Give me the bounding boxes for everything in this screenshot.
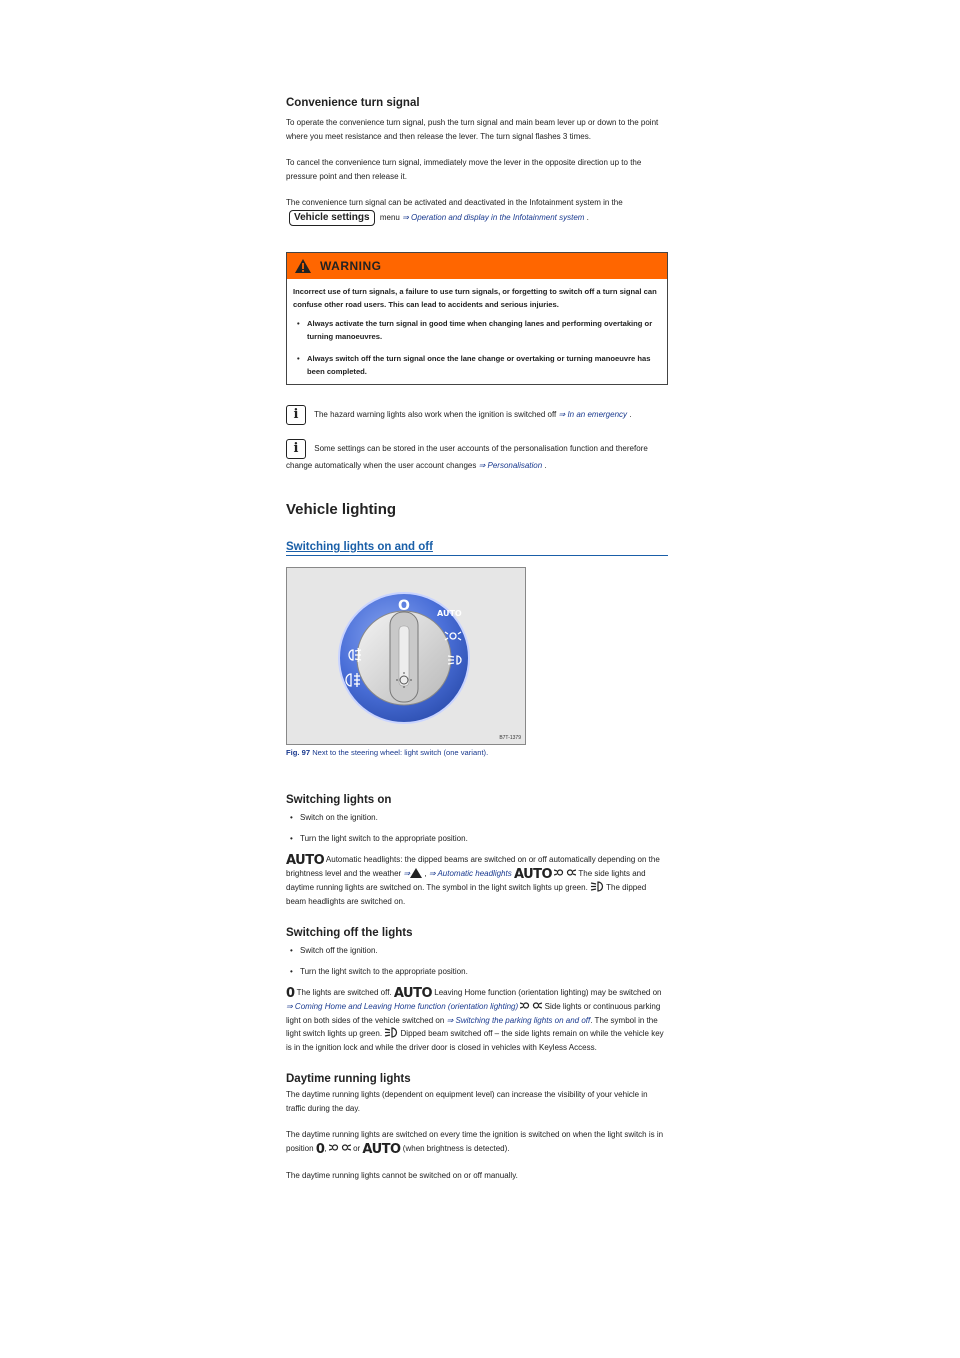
figure-code: B7T-1379 <box>499 735 521 741</box>
switching-on-heading: Switching lights on <box>286 794 392 806</box>
list-item: • Turn the light switch to the appropriate position. <box>286 965 668 978</box>
warning-triangle-icon <box>410 868 422 878</box>
turn-paragraph-1: To operate the convenience turn signal, push the turn signal and main beam lever up or down to the point where you meet resistance and then release the lever. The turn signal flashes 3 times. <box>286 118 659 141</box>
turn-paragraph-3: The convenience turn signal can be activated and deactivated in the Infotainment system in the Vehicle settings menu ⇒ Operation and display in the Infotainment system . <box>286 196 668 226</box>
personalisation-link[interactable]: ⇒ Personalisation <box>478 460 543 470</box>
switching-on-list <box>286 811 668 845</box>
auto-icon: AUTO <box>513 867 553 882</box>
off-icon: 0 <box>315 1141 325 1157</box>
warning-ref-link[interactable]: ⇒ <box>403 869 422 878</box>
figure-caption: Fig. 97 Next to the steering wheel: light switch (one variant). <box>286 748 489 757</box>
switching-off-heading: Switching off the lights <box>286 927 413 939</box>
emergency-link[interactable]: ⇒ In an emergency <box>558 409 628 419</box>
infotainment-link[interactable]: ⇒ Operation and display in the Infotainment system <box>402 212 585 222</box>
switching-lights-heading[interactable]: Switching lights on and off <box>286 540 668 556</box>
dipped-beam-icon <box>384 1027 398 1038</box>
warning-list <box>293 317 661 378</box>
dial-off-label: O <box>398 598 410 614</box>
drl-paragraph-2: The daytime running lights are switched on every time the ignition is switched on when the light switch is in position 0, or AUTO (when brightness is detected). <box>286 1130 664 1157</box>
light-switch-figure <box>286 567 526 745</box>
light-switch-image <box>287 568 525 744</box>
side-light-icon <box>329 1142 351 1153</box>
parking-lights-link[interactable]: ⇒ Switching the parking lights on and off <box>446 1015 591 1025</box>
vehicle-settings-button[interactable]: Vehicle settings <box>289 210 375 226</box>
dial-auto-label: AUTO <box>437 609 462 618</box>
off-icon: 0 <box>286 986 295 1001</box>
side-light-icon <box>520 1000 542 1011</box>
info-icon: i <box>286 405 306 425</box>
info-icon: i <box>286 439 306 459</box>
warning-triangle-icon <box>294 258 312 274</box>
auto-icon: AUTO <box>393 986 433 1001</box>
switching-on-text: AUTO Automatic headlights: the dipped beams are switched on or off automatically depending on the brightness level and the weather ⇒ , ⇒ Automatic headlights AUTO The side lights and daytime running lights are switched on. The symbol in the light switch lights up green. The dipped beam headlights are switched on. <box>286 853 660 906</box>
drl-paragraph-1: The daytime running lights (dependent on equipment level) can increase the visibility of your vehicle in traffic during the day. <box>286 1090 648 1113</box>
warning-box <box>286 252 668 385</box>
automatic-headlights-link[interactable]: ⇒ Automatic headlights <box>428 869 512 878</box>
warning-header <box>287 253 667 279</box>
warning-title: WARNING <box>320 258 382 273</box>
auto-icon: AUTO <box>362 1141 401 1157</box>
list-item: • Switch off the ignition. <box>286 944 668 957</box>
info-note-2: i Some settings can be stored in the user accounts of the personalisation function and therefore change automatically when the user account changes ⇒ Personalisation . <box>286 440 648 470</box>
auto-icon: AUTO <box>286 853 325 868</box>
warning-item: • Always activate the turn signal in good time when changing lanes and performing overtaking or turning manoeuvres. <box>293 317 661 343</box>
warning-text: Incorrect use of turn signals, a failure to use turn signals, or forgetting to switch off a turn signal can confuse other road users. This can lead to accidents and serious injuries. <box>293 286 657 309</box>
switching-off-text: 0 The lights are switched off. AUTO Leaving Home function (orientation lighting) may be switched on ⇒ Coming Home and Leaving Home function (orientation lighting) Side lights or continuous parking light on both sides of the vehicle switched on ⇒ Switching the parking lights on and off. The symbol in the light switch lights up green. Dipped beam switched off – the side lights remain on while the vehicle key is in the ignition lock and while the driver door is closed in vehicles with Keyless Access. <box>286 986 664 1052</box>
vehicle-lighting-heading: Vehicle lighting <box>286 501 397 518</box>
list-item: • Turn the light switch to the appropriate position. <box>286 832 668 845</box>
convenience-turn-heading: Convenience turn signal <box>286 97 420 109</box>
dipped-beam-icon <box>590 881 604 892</box>
warning-item: • Always switch off the turn signal once the lane change or overtaking or turning manoeuvre has been completed. <box>293 352 661 378</box>
drl-heading: Daytime running lights <box>286 1073 411 1085</box>
switching-off-list <box>286 944 668 978</box>
info-note-1: i The hazard warning lights also work when the ignition is switched off ⇒ In an emergency . <box>286 405 668 425</box>
drl-paragraph-3: The daytime running lights cannot be switched on or off manually. <box>286 1170 518 1180</box>
list-item: • Switch on the ignition. <box>286 811 668 824</box>
manual-page <box>286 96 668 1182</box>
turn-paragraph-2: To cancel the convenience turn signal, immediately move the lever in the opposite direction up to the pressure point and then release it. <box>286 158 642 181</box>
side-light-icon <box>554 867 576 878</box>
coming-home-link[interactable]: ⇒ Coming Home and Leaving Home function (orientation lighting) <box>286 1002 519 1011</box>
